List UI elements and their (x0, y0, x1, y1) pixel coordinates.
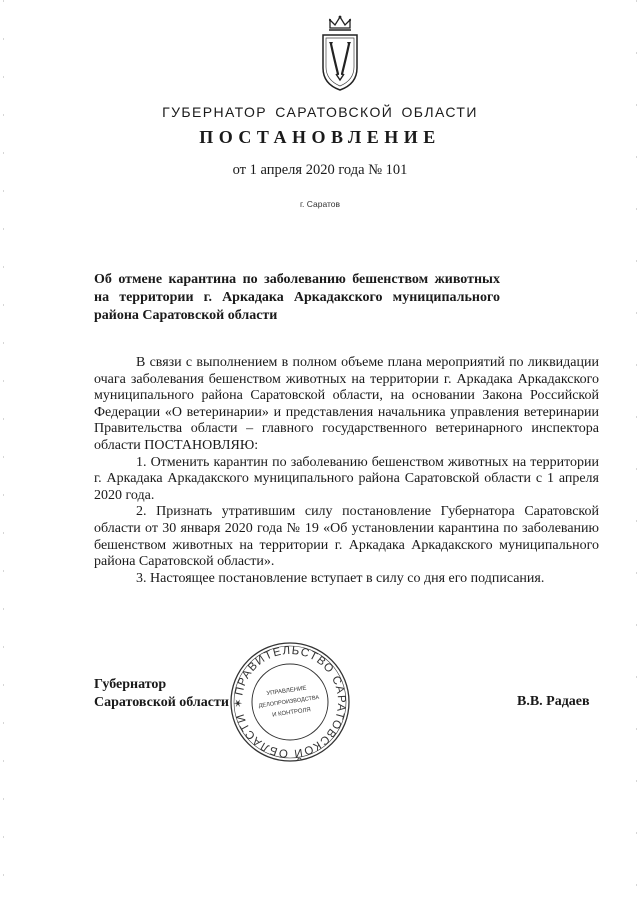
body-item-3: 3. Настоящее постановление вступает в силу со дня его подписания. (136, 570, 545, 586)
signatory-name: В.В. Радаев (517, 694, 590, 709)
svg-text:И КОНТРОЛЯ: И КОНТРОЛЯ (271, 707, 312, 719)
coat-of-arms-icon (318, 14, 362, 92)
document-body (94, 355, 599, 587)
signatory-position-line1: Губернатор (94, 677, 167, 692)
document-type-heading: ПОСТАНОВЛЕНИЕ (199, 127, 441, 147)
body-preamble: В связи с выполнением в полном объеме плана мероприятий по ликвидации очага заболевания бешенством животных на территории г. Аркадака Аркадакского муниципального района Саратовской области, на основании Закона Российской Федерации «О ветеринарии» и представления начальника управления ветеринарии Правительства области – главного государственного ветеринарного инспектора области ПОСТАНОВЛЯЮ: (94, 355, 599, 453)
svg-text:УПРАВЛЕНИЕ: УПРАВЛЕНИЕ (266, 685, 307, 698)
body-item-2: 2. Признать утратившим силу постановление Губернатора Саратовской области от 30 января 2020 года № 19 «Об установлении карантина по заболеванию бешенством животных на территории г. Аркадака Аркадакского муниципального района Саратовской области». (94, 504, 599, 570)
signatory-position (94, 676, 229, 712)
issuing-authority: ГУБЕРНАТОР САРАТОВСКОЙ ОБЛАСТИ (162, 104, 478, 120)
body-item-1: 1. Отменить карантин по заболеванию бешенством животных на территории г. Аркадака Аркадакского муниципального района Саратовской области с 1 апреля 2020 года. (94, 454, 599, 503)
svg-text:ПРАВИТЕЛЬСТВО САРАТОВСКОЙ ОБЛА: ПРАВИТЕЛЬСТВО САРАТОВСКОЙ ОБЛАСТИ ✶ (232, 644, 348, 760)
document-date-number: от 1 апреля 2020 года № 101 (232, 162, 408, 178)
signatory-position-line2: Саратовской области (94, 695, 229, 710)
document-city: г. Саратов (299, 199, 341, 209)
document-title: Об отмене карантина по заболеванию бешенством животных на территории г. Аркадака Аркадакского муниципального района Саратовской области (94, 272, 500, 323)
svg-text:ДЕЛОПРОИЗВОДСТВА: ДЕЛОПРОИЗВОДСТВА (258, 694, 320, 710)
official-seal-stamp (228, 640, 352, 764)
